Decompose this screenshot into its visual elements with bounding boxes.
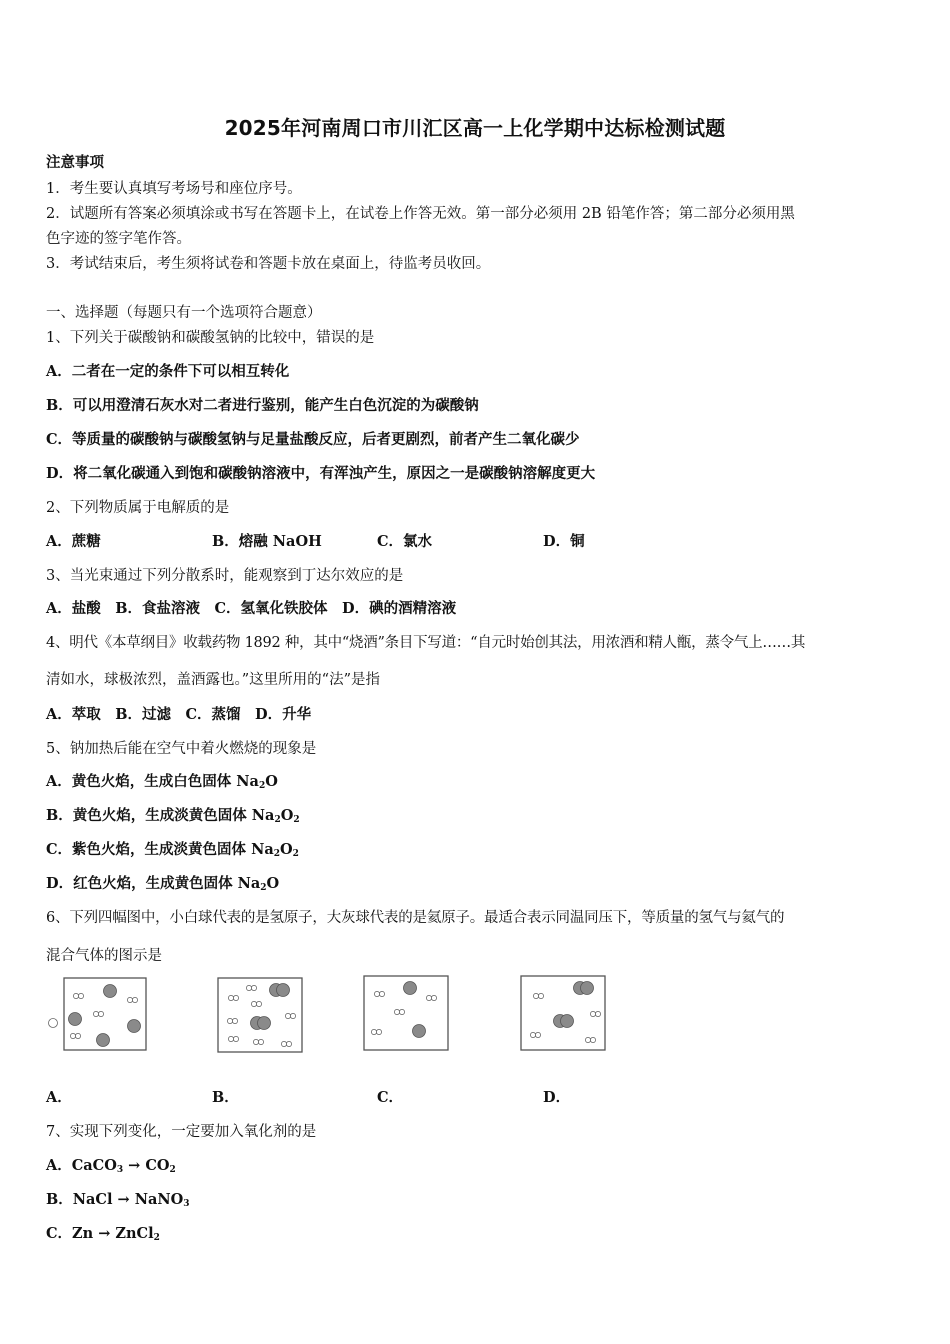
q3-options: A．盐酸 B．食盐溶液 C．氢氧化铁胶体 D．碘的酒精溶液 [46, 600, 457, 617]
q5-b-sub-1: 2 [274, 815, 281, 825]
q6-stem-line-2: 混合气体的图示是 [46, 948, 162, 964]
q2-stem: 2、下列物质属于电解质的是 [46, 500, 230, 516]
q2-options [46, 530, 908, 551]
page-title: 2025年河南周口市川汇区高一上化学期中达标检测试题 [224, 116, 726, 140]
q6-diagram-c [362, 974, 452, 1054]
helium-atom [258, 1017, 271, 1030]
notice-item-3: 3．考试结束后，考生须将试卷和答题卡放在桌面上，待监考员收回。 [46, 256, 491, 272]
helium-atom [97, 1034, 110, 1047]
q2-option-d: D．铜 [543, 533, 585, 550]
q6-option-b: B． [212, 1089, 239, 1106]
q7-option-a [46, 1154, 908, 1175]
q7-c-sub: 2 [153, 1233, 160, 1243]
q5-option-a [46, 770, 908, 791]
q2-option-b: B．熔融 NaOH [212, 533, 322, 550]
q5-option-d [46, 872, 908, 893]
helium-atom [277, 984, 290, 997]
q1-option-a: A．二者在一定的条件下可以相互转化 [46, 363, 290, 380]
q5-c-sub-1: 2 [273, 849, 281, 859]
q6-options [46, 1086, 908, 1107]
helium-atom [104, 985, 117, 998]
q4-stem-line-1: 4、明代《本草纲目》收载药物 1892 种，其中“烧酒”条目下写道：“自元时始创其法，用浓酒和精人甑，蒸令气上……其 [46, 635, 806, 651]
q7-a-pre: A．CaCO [46, 1157, 117, 1174]
q1-option-d: D．将二氧化碳通入到饱和碳酸钠溶液中，有浑浊产生，原因之一是碳酸钠溶解度更大 [46, 465, 596, 482]
q4-options: A．萃取 B．过滤 C．蒸馏 D．升华 [46, 706, 312, 723]
q5-option-b [46, 804, 908, 825]
notice-item-2: 2．试题所有答案必须填涂或书写在答题卡上，在试卷上作答无效。第一部分必须用 2B 铅笔作答；第二部分必须用黑 [46, 206, 795, 222]
marker-circle-icon [49, 1019, 58, 1028]
helium-atom [128, 1020, 141, 1033]
q6-option-a: A． [46, 1089, 72, 1106]
helium-atom [69, 1013, 82, 1026]
notice-item-2-cont: 色字迹的签字笔作答。 [46, 231, 191, 247]
q7-option-c [46, 1222, 908, 1243]
q6-diagram-d [519, 974, 609, 1054]
q7-c-pre: C．Zn → ZnCl [46, 1225, 154, 1242]
helium-atom [561, 1015, 574, 1028]
q6-stem-line-1: 6、下列四幅图中，小白球代表的是氢原子，大灰球代表的是氦原子。最适合表示同温同压下，等质量的氢气与氦气的 [46, 910, 785, 926]
q7-b-sub: 3 [183, 1199, 190, 1209]
q5-d-sub: 2 [260, 883, 267, 893]
q5-c-sub-2: 2 [292, 849, 299, 859]
q5-b-sub-2: 2 [293, 815, 300, 825]
section-heading: 一、选择题（每题只有一个选项符合题意） [46, 305, 322, 321]
q2-option-a: A．蔗糖 [46, 533, 101, 550]
q5-d-text: D．红色火焰，生成黄色固体 Na [46, 875, 261, 892]
q5-b-mid: O [280, 807, 294, 824]
q7-option-b [46, 1188, 908, 1209]
q4-stem-line-2: 清如水，球极浓烈，盖酒露也。”这里所用的“法”是指 [46, 672, 380, 688]
q7-stem: 7、实现下列变化，一定要加入氧化剂的是 [46, 1124, 317, 1140]
q6-option-d: D． [543, 1089, 571, 1106]
q1-stem: 1、下列关于碳酸钠和碳酸氢钠的比较中，错误的是 [46, 330, 375, 346]
q2-option-c: C．氯水 [377, 533, 433, 550]
q5-stem: 5、钠加热后能在空气中着火燃烧的现象是 [46, 741, 317, 757]
q7-b-pre: B．NaCl → NaNO [46, 1191, 184, 1208]
notice-item-1: 1．考生要认真填写考场号和座位序号。 [46, 181, 302, 197]
q5-b-text: B．黄色火焰，生成淡黄色固体 Na [46, 807, 275, 824]
q5-c-text: C．紫色火焰，生成淡黄色固体 Na [46, 841, 274, 858]
q1-option-c: C．等质量的碳酸钠与碳酸氢钠与足量盐酸反应，后者更剧烈，前者产生二氧化碳少 [46, 431, 580, 448]
q5-option-c [46, 838, 908, 859]
q5-a-text: A．黄色火焰，生成白色固体 Na [46, 773, 259, 790]
q3-stem: 3、当光束通过下列分散系时，能观察到丁达尔效应的是 [46, 568, 404, 584]
q7-a-sub-1: 3 [116, 1165, 124, 1175]
q5-c-mid: O [280, 841, 293, 858]
q6-option-c: C． [377, 1089, 404, 1106]
q7-a-sub-2: 2 [169, 1165, 176, 1175]
q5-a-sub: 2 [258, 781, 266, 791]
notice-heading: 注意事项 [46, 154, 104, 171]
q6-diagram-b [216, 976, 306, 1056]
q7-a-arrow: → CO [123, 1157, 170, 1174]
helium-atom [404, 982, 417, 995]
q5-a-tail: O [265, 773, 278, 790]
helium-atom [413, 1025, 426, 1038]
q1-option-b: B．可以用澄清石灰水对二者进行鉴别，能产生白色沉淀的为碳酸钠 [46, 397, 479, 414]
helium-atom [581, 982, 594, 995]
q5-d-tail: O [266, 875, 280, 892]
q6-diagram-a [46, 976, 150, 1054]
